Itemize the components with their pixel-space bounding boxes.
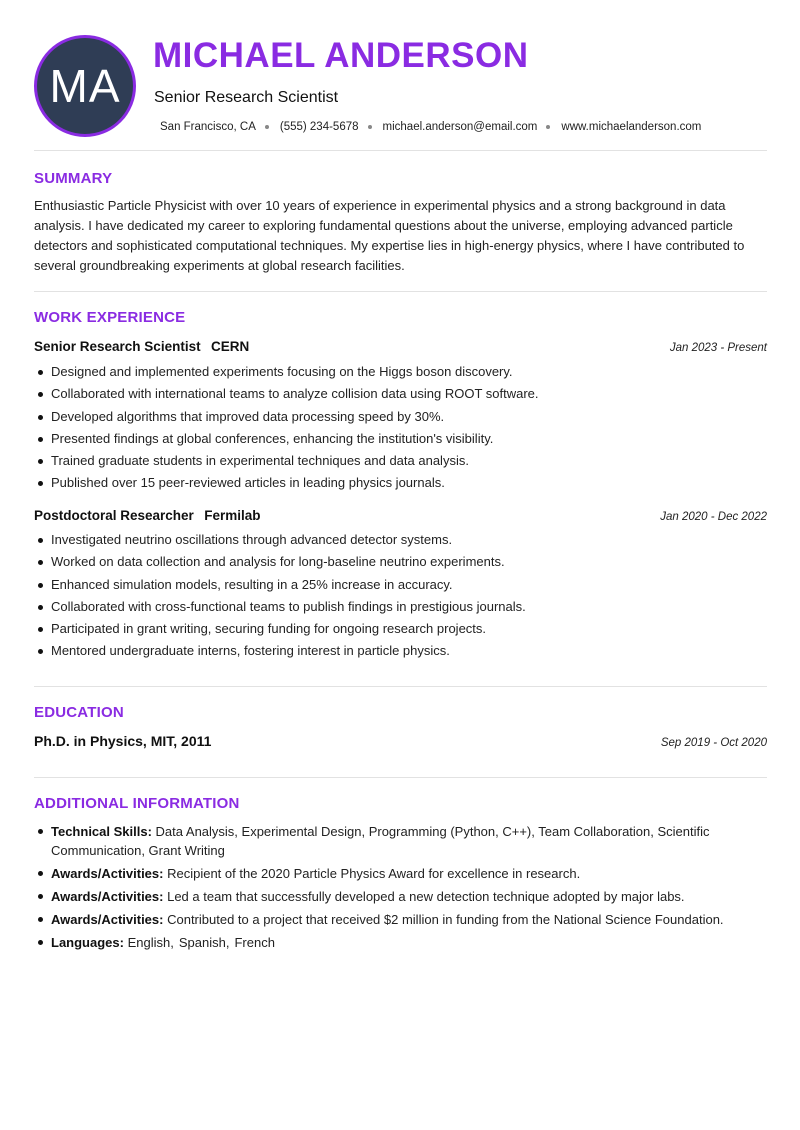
job-company: Fermilab: [204, 508, 261, 523]
job-bullets: [34, 532, 767, 666]
item-label: Awards/Activities:: [51, 912, 164, 927]
item-text: Contributed to a project that received $2 million in funding from the National Science Foundation.: [167, 912, 724, 927]
avatar: [34, 35, 136, 137]
language: Spanish: [178, 935, 226, 950]
item-label: Awards/Activities:: [51, 889, 164, 904]
education-heading: EDUCATION: [34, 704, 124, 721]
separator: ,: [170, 935, 174, 950]
list-item: Designed and implemented experiments focusing on the Higgs boson discovery.: [34, 364, 767, 386]
list-item: Trained graduate students in experimental techniques and data analysis.: [34, 453, 767, 475]
summary-text: Enthusiastic Particle Physicist with over 10 years of experience in experimental physics and a strong background in data analysis. I have dedicated my career to exploring fundamental questions about the universe, employing advanced particle detectors and sophisticated computational techniques. My expertise lies in high-energy physics, where I have contributed to several groundbreaking experiments at global research facilities.: [34, 198, 745, 273]
languages-item: [34, 933, 767, 952]
item-text: Led a team that successfully developed a new detection technique adopted by major labs.: [167, 889, 685, 904]
item-label: Technical Skills:: [51, 824, 152, 839]
list-item: [34, 887, 767, 906]
job-company: CERN: [211, 339, 250, 354]
separator: ,: [225, 935, 230, 950]
separator-dot: [265, 125, 269, 129]
list-item: Developed algorithms that improved data processing speed by 30%.: [34, 409, 767, 431]
experience-heading: WORK EXPERIENCE: [34, 309, 186, 326]
candidate-title: Senior Research Scientist: [154, 89, 339, 106]
section-divider: [34, 291, 767, 292]
language: French: [234, 935, 275, 950]
list-item: [34, 910, 767, 929]
contact-location: San Francisco, CA: [160, 121, 256, 133]
separator-dot: [368, 125, 372, 129]
contact-phone: (555) 234-5678: [279, 121, 359, 133]
list-item: Presented findings at global conferences, enhancing the institution's visibility.: [34, 431, 767, 453]
list-item: Investigated neutrino oscillations through advanced detector systems.: [34, 532, 767, 554]
contact-line: [160, 121, 701, 133]
section-divider: [34, 150, 767, 151]
education-entry: [34, 733, 767, 749]
job-role: [34, 338, 249, 356]
summary-heading: SUMMARY: [34, 170, 113, 187]
list-item: Enhanced simulation models, resulting in a 25% increase in accuracy.: [34, 577, 767, 599]
section-divider: [34, 686, 767, 687]
job-dates: Jan 2023 - Present: [669, 342, 767, 354]
languages-label: Languages:: [51, 935, 124, 950]
job-title: Postdoctoral Researcher: [34, 508, 194, 523]
list-item: [34, 864, 767, 883]
job-header: [34, 507, 767, 525]
item-text: Recipient of the 2020 Particle Physics Award for excellence in research.: [167, 866, 581, 881]
list-item: Participated in grant writing, securing funding for ongoing research projects.: [34, 621, 767, 643]
list-item: Collaborated with cross-functional teams to publish findings in prestigious journals.: [34, 599, 767, 621]
additional-list: [34, 822, 767, 956]
list-item: Worked on data collection and analysis for long-baseline neutrino experiments.: [34, 554, 767, 576]
education-dates: Sep 2019 - Oct 2020: [660, 737, 767, 749]
list-item: Collaborated with international teams to analyze collision data using ROOT software.: [34, 386, 767, 408]
avatar-initials: MA: [49, 60, 121, 112]
section-divider: [34, 777, 767, 778]
education-degree: Ph.D. in Physics, MIT, 2011: [34, 733, 212, 749]
contact-website[interactable]: www.michaelanderson.com: [561, 121, 702, 133]
item-label: Awards/Activities:: [51, 866, 164, 881]
job-header: [34, 338, 767, 356]
list-item: Mentored undergraduate interns, fostering interest in particle physics.: [34, 643, 767, 665]
separator-dot: [546, 125, 550, 129]
candidate-name: MICHAEL ANDERSON: [153, 36, 529, 75]
job-title: Senior Research Scientist: [34, 339, 201, 354]
additional-heading: ADDITIONAL INFORMATION: [34, 795, 240, 812]
job-bullets: [34, 364, 767, 498]
contact-email[interactable]: michael.anderson@email.com: [382, 121, 538, 133]
item-text: Data Analysis, Experimental Design, Programming (Python, C++), Team Collaboration, Scientific Communication, Grant Writing: [51, 824, 710, 858]
language: English: [127, 935, 171, 950]
list-item: Published over 15 peer-reviewed articles in leading physics journals.: [34, 475, 767, 497]
job-dates: Jan 2020 - Dec 2022: [660, 511, 767, 523]
job-role: [34, 507, 261, 525]
list-item: [34, 822, 767, 860]
